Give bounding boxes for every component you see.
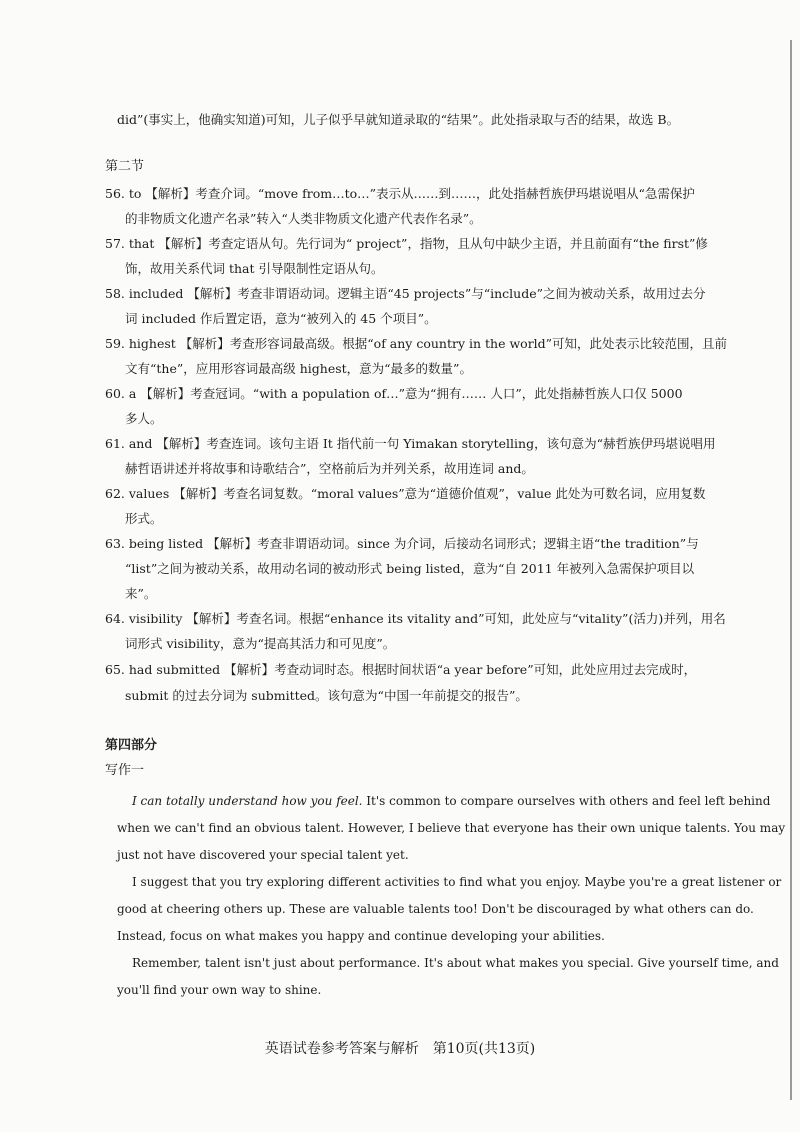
answer-explanation: 【解析】考查定语从句。先行词为“ project”，指物，且从句中缺少主语，并且前面有“the first”修 <box>158 236 708 251</box>
answer-item-63 <box>105 536 699 552</box>
answer-number: 60. a <box>105 386 137 401</box>
essay-paragraph-2-line-1: I suggest that you try exploring different activities to find what you enjoy. Maybe you're a great listener or <box>132 875 782 889</box>
answer-item-57 <box>105 236 708 252</box>
essay-paragraph-3-line-1: Remember, talent isn't just about performance. It's about what makes you special. Give yourself time, and <box>132 956 779 970</box>
answer-number: 64. visibility <box>105 611 183 626</box>
answer-number: 58. included <box>105 286 184 301</box>
answer-item-59 <box>105 336 727 352</box>
answer-explanation-cont: 的非物质文化遗产名录”转入“人类非物质文化遗产代表作名录”。 <box>125 211 482 226</box>
answer-number: 56. to <box>105 186 142 201</box>
page-edge-line <box>790 40 792 1100</box>
answer-explanation-cont: “list”之间为被动关系，故用动名词的被动形式 being listed，意为“自 2011 年被列入急需保护项目以 <box>125 561 695 576</box>
answer-explanation-cont: 来”。 <box>125 586 157 601</box>
answer-number: 61. and <box>105 436 153 451</box>
answer-explanation: 【解析】考查形容词最高级。根据“of any country in the world”可知，此处表示比较范围，且前 <box>179 336 728 351</box>
part4-heading: 第四部分 <box>105 738 158 753</box>
answer-explanation: 【解析】考查冠词。“with a population of…”意为“拥有…… 人口”，此处指赫哲族人口仅 5000 <box>140 386 683 401</box>
answer-explanation: 【解析】考查动词时态。根据时间状语“a year before”可知，此处应用过去完成时， <box>224 662 697 677</box>
essay-italic-opening: I can totally understand how you feel. <box>132 794 363 808</box>
answer-number: 57. that <box>105 236 155 251</box>
answer-explanation-cont: 赫哲语讲述并将故事和诗歌结合”，空格前后为并列关系，故用连词 and。 <box>125 461 534 476</box>
essay-paragraph-2-line-2: good at cheering others up. These are valuable talents too! Don't be discouraged by what others can do. <box>117 902 754 916</box>
essay-paragraph-1-line-1 <box>132 793 770 809</box>
essay-paragraph-1-line-2: when we can't find an obvious talent. However, I believe that everyone has their own unique talents. You may <box>117 821 786 835</box>
answer-number: 65. had submitted <box>105 662 221 677</box>
writing-heading: 写作一 <box>105 763 145 778</box>
answer-explanation-cont: 词 included 作后置定语，意为“被列入的 45 个项目”。 <box>125 311 437 326</box>
answer-explanation-cont: 文有“the”，应用形容词最高级 highest，意为“最多的数量”。 <box>125 361 472 376</box>
answer-number: 62. values <box>105 486 170 501</box>
answer-explanation: 【解析】考查连词。该句主语 It 指代前一句 Yimakan storytelling，该句意为“赫哲族伊玛堪说唱用 <box>156 436 716 451</box>
answer-explanation: 【解析】考查非谓语动词。since 为介词，后接动名词形式；逻辑主语“the tradition”与 <box>207 536 699 551</box>
page-footer: 英语试卷参考答案与解析 第10页(共13页) <box>264 1041 536 1057</box>
answer-number: 63. being listed <box>105 536 204 551</box>
answer-explanation: 【解析】考查非谓语动词。逻辑主语“45 projects”与“include”之间为被动关系，故用过去分 <box>187 286 706 301</box>
answer-item-62 <box>105 486 705 502</box>
essay-paragraph-1-line-3: just not have discovered your special talent yet. <box>117 848 409 862</box>
answer-explanation: 【解析】考查介词。“move from…to…”表示从……到……，此处指赫哲族伊玛堪说唱从“急需保护 <box>145 186 695 201</box>
top-line: did”(事实上，他确实知道)可知，儿子似乎早就知道录取的“结果”。此处指录取与否的结果，故选 B。 <box>117 112 680 127</box>
answer-item-61 <box>105 436 715 452</box>
essay-text: It's common to compare ourselves with others and feel left behind <box>362 794 771 808</box>
answer-explanation: 【解析】考查名词。根据“enhance its vitality and”可知，此处应与“vitality”(活力)并列，用名 <box>186 611 726 626</box>
answer-explanation-cont: submit 的过去分词为 submitted。该句意为“中国一年前提交的报告”。 <box>125 688 528 703</box>
answer-explanation-cont: 饰，故用关系代词 that 引导限制性定语从句。 <box>125 261 384 276</box>
answer-item-65 <box>105 662 696 678</box>
answer-number: 59. highest <box>105 336 176 351</box>
section2-heading: 第二节 <box>105 159 145 174</box>
answer-item-56 <box>105 186 695 202</box>
answer-item-58 <box>105 286 706 302</box>
essay-paragraph-2-line-3: Instead, focus on what makes you happy and continue developing your abilities. <box>117 929 605 943</box>
essay-paragraph-3-line-2: you'll find your own way to shine. <box>117 983 322 997</box>
answer-explanation-cont: 形式。 <box>125 511 163 526</box>
answer-explanation-cont: 词形式 visibility，意为“提高其活力和可见度”。 <box>125 636 396 651</box>
answer-explanation-cont: 多人。 <box>125 411 163 426</box>
answer-explanation: 【解析】考查名词复数。“moral values”意为“道德价值观”，value 此处为可数名词，应用复数 <box>173 486 706 501</box>
answer-item-60 <box>105 386 683 402</box>
answer-item-64 <box>105 611 726 627</box>
